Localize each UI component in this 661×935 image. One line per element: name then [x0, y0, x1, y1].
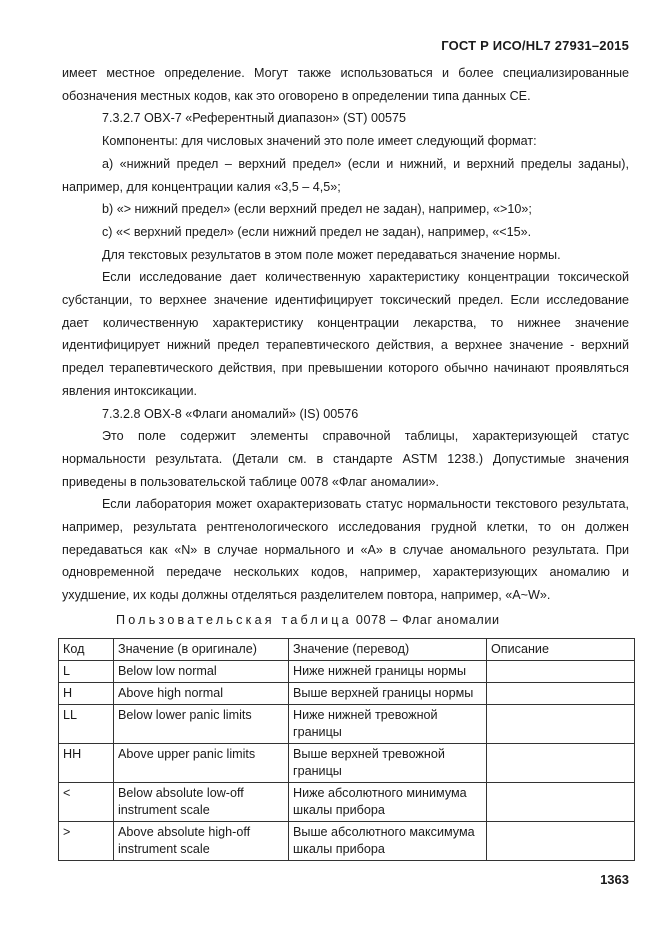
section-heading: 7.3.2.8 OBX-8 «Флаги аномалий» (IS) 00576 [102, 406, 359, 421]
header-code: Код [59, 639, 114, 661]
cell-code: < [59, 783, 114, 822]
cell-original: Below absolute low-off instrument scale [114, 783, 289, 822]
cell-translation: Ниже нижней тревожной границы [289, 705, 487, 744]
cell-description [487, 683, 635, 705]
page-number: 1363 [600, 872, 629, 887]
cell-original: Above absolute high-off instrument scale [114, 822, 289, 861]
cell-description [487, 822, 635, 861]
cell-description [487, 705, 635, 744]
table-title [62, 609, 629, 631]
header-translated-value: Значение (перевод) [289, 639, 487, 661]
cell-translation: Ниже абсолютного минимума шкалы прибора [289, 783, 487, 822]
table-row [59, 683, 635, 705]
cell-description [487, 783, 635, 822]
list-item: c) «< верхний предел» (если нижний предел не задан), например, «<15». [102, 224, 532, 239]
paragraph: Если исследование дает количественную характеристику концентрации токсической субстанции, то верхнее значение идентифицирует токсический предел. Если исследование дает количественную характеристику концентрации лекарства, то нижнее значение идентифицирует нижний предел терапевтического действия, а верхнее значение - верхний предел терапевтического действия, при превышении которого обычно начинают проявляться явления интоксикации. [62, 270, 629, 398]
cell-description [487, 744, 635, 783]
cell-original: Below lower panic limits [114, 705, 289, 744]
cell-translation: Ниже нижней границы нормы [289, 661, 487, 683]
paragraph: имеет местное определение. Могут также использоваться и более специализированные обозначения местных кодов, как это оговорено в определении типа данных CE. [62, 66, 629, 103]
table-row [59, 822, 635, 861]
abnormal-flags-table [58, 638, 635, 861]
table-row [59, 705, 635, 744]
paragraph: Это поле содержит элементы справочной таблицы, характеризующей статус нормальности результата. (Детали см. в стандарте ASTM 1238.) Допустимые значения приведены в пользовательской таблице 0078 «Флаг аномалии». [62, 429, 629, 489]
document-header: ГОСТ Р ИСО/HL7 27931–2015 [441, 38, 629, 53]
paragraph: Если лаборатория может охарактеризовать статус нормальности текстового результата, например, результата рентгенологического исследования грудной клетки, то он должен передаваться как «N» в случае нормального и «A» в случае аномального результата. При одновременной передаче нескольких кодов, например, характеризующих аномалию и ухудшение, их коды должны отделяться разделителем повтора, например, «A~W». [62, 497, 629, 603]
list-item: a) «нижний предел – верхний предел» (если и нижний, и верхний пределы заданы), например, для концентрации калия «3,5 – 4,5»; [62, 156, 629, 194]
cell-translation: Выше абсолютного максимума шкалы прибора [289, 822, 487, 861]
cell-original: Above high normal [114, 683, 289, 705]
cell-code: > [59, 822, 114, 861]
cell-code: HH [59, 744, 114, 783]
cell-code: H [59, 683, 114, 705]
table-row [59, 661, 635, 683]
cell-original: Above upper panic limits [114, 744, 289, 783]
cell-code: L [59, 661, 114, 683]
header-original-value: Значение (в оригинале) [114, 639, 289, 661]
table-title-prefix: Пользовательская таблица [116, 612, 352, 627]
cell-translation: Выше верхней границы нормы [289, 683, 487, 705]
paragraph: Компоненты: для числовых значений это поле имеет следующий формат: [102, 134, 537, 149]
cell-description [487, 661, 635, 683]
table-row [59, 783, 635, 822]
cell-original: Below low normal [114, 661, 289, 683]
paragraph: Для текстовых результатов в этом поле может передаваться значение нормы. [102, 247, 561, 262]
section-heading: 7.3.2.7 OBX-7 «Референтный диапазон» (ST) 00575 [102, 111, 406, 126]
table-header-row [59, 639, 635, 661]
document-body [62, 62, 629, 631]
cell-code: LL [59, 705, 114, 744]
header-description: Описание [487, 639, 635, 661]
table-title-rest: 0078 – Флаг аномалии [355, 612, 500, 627]
cell-translation: Выше верхней тревожной границы [289, 744, 487, 783]
list-item: b) «> нижний предел» (если верхний предел не задан), например, «>10»; [102, 202, 532, 217]
table-row [59, 744, 635, 783]
